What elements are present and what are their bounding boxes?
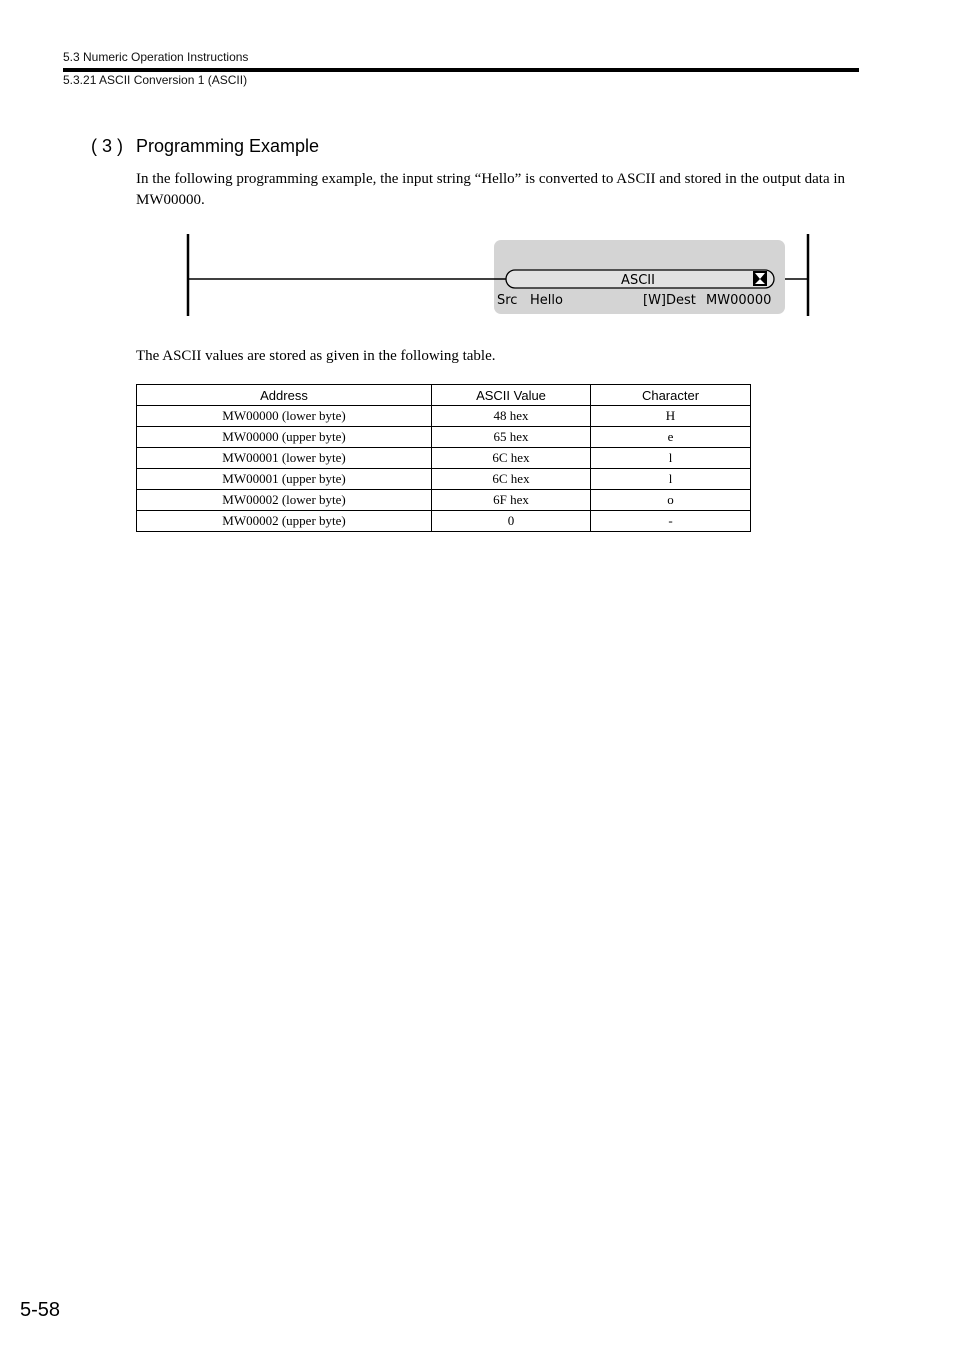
running-header-subsection: 5.3.21 ASCII Conversion 1 (ASCII): [63, 73, 248, 87]
table-caption: The ASCII values are stored as given in the following table.: [136, 348, 496, 364]
table-row: [137, 406, 751, 427]
header-character: Character: [591, 385, 751, 406]
cell-ascii-value: 48 hex: [432, 406, 591, 427]
cell-address: MW00001 (upper byte): [137, 469, 432, 490]
ascii-value-table: [136, 384, 751, 532]
cell-ascii-value: 65 hex: [432, 427, 591, 448]
header-ascii-value: ASCII Value: [432, 385, 591, 406]
cell-ascii-value: 6C hex: [432, 469, 591, 490]
cell-character: l: [591, 448, 751, 469]
cell-address: MW00002 (lower byte): [137, 490, 432, 511]
section-title: Programming Example: [136, 136, 320, 156]
src-value: Hello: [530, 293, 563, 308]
dest-value: MW00000: [706, 293, 772, 308]
cell-character: l: [591, 469, 751, 490]
header-rule: [63, 68, 859, 72]
intro-paragraph: In the following programming example, the input string “Hello” is converted to ASCII and stored in the output data in MW00000.: [136, 171, 846, 208]
cell-address: MW00002 (upper byte): [137, 511, 432, 532]
cell-character: -: [591, 511, 751, 532]
table-row: [137, 490, 751, 511]
page-number: 5-58: [20, 1299, 61, 1321]
cell-address: MW00001 (lower byte): [137, 448, 432, 469]
cell-ascii-value: 0: [432, 511, 591, 532]
hourglass-icon: [753, 271, 767, 286]
cell-ascii-value: 6F hex: [432, 490, 591, 511]
cell-character: H: [591, 406, 751, 427]
header-address: Address: [137, 385, 432, 406]
table-header-row: [137, 385, 751, 406]
cell-address: MW00000 (upper byte): [137, 427, 432, 448]
table-row: [137, 511, 751, 532]
running-header-section: 5.3 Numeric Operation Instructions: [63, 50, 249, 64]
section-number: ( 3 ): [91, 136, 124, 156]
table-row: [137, 469, 751, 490]
cell-character: o: [591, 490, 751, 511]
instruction-name: ASCII: [621, 273, 655, 288]
cell-address: MW00000 (lower byte): [137, 406, 432, 427]
cell-character: e: [591, 427, 751, 448]
section-heading: [91, 136, 319, 157]
table-row: [137, 427, 751, 448]
table-row: [137, 448, 751, 469]
src-label: Src: [497, 293, 518, 308]
cell-ascii-value: 6C hex: [432, 448, 591, 469]
ladder-diagram: [180, 232, 816, 318]
dest-label: [W]Dest: [643, 293, 696, 308]
